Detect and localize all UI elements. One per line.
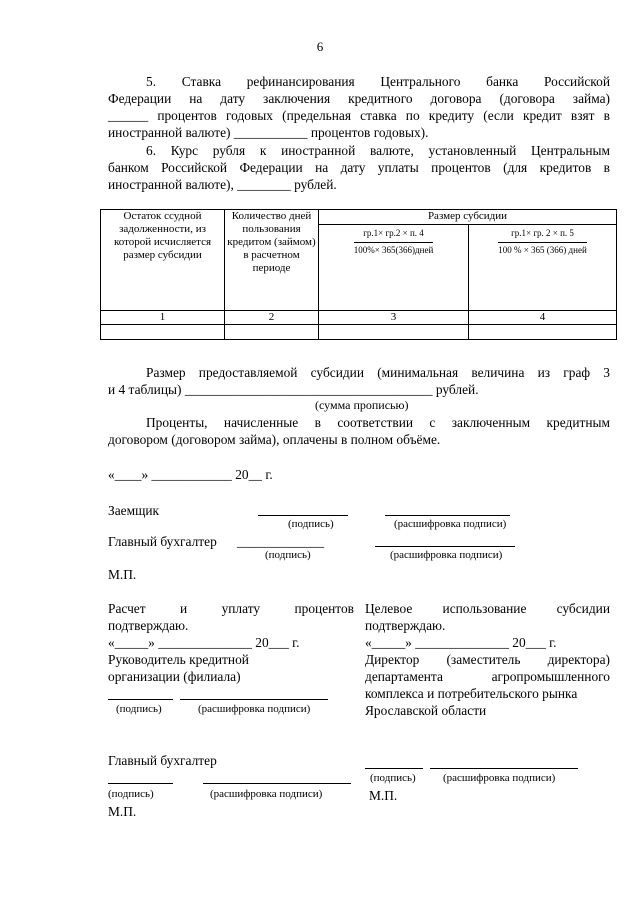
bank-word-4: процентов (294, 601, 354, 616)
page-number: 6 (316, 39, 324, 54)
department-signature-line (365, 768, 423, 769)
subsidy-amount-line-2: и 4 таблицы) _____________________________________ рублей. (108, 382, 479, 397)
subsidy-amount-line-1: Размер предоставляемой субсидии (минимальная величина из граф 3 (146, 365, 610, 380)
subsidy-amount (108, 364, 610, 398)
department-role-line-1 (365, 651, 610, 668)
bank-role-line-2: организации (филиала) (108, 669, 241, 684)
stamp-place-label: М.П. (108, 567, 137, 582)
dept-word-1: Целевое (365, 601, 413, 616)
department-date-line: «_____» ______________ 20___ г. (365, 635, 557, 650)
borrower-label: Заемщик (108, 503, 160, 518)
bank-confirmation-line-1 (108, 600, 354, 617)
clause-5-line-3: ______ процентов годовых (предельная ставка по кредиту (если кредит взят в (108, 108, 610, 123)
bank-signature-line (108, 699, 173, 700)
bank-decode-line (180, 699, 328, 700)
clause-5-line-2: Федерации на дату заключения кредитного договора (договора займа) (108, 91, 610, 106)
bank-confirmation (108, 600, 354, 685)
col-number-2: 2 (225, 311, 319, 325)
borrower-signature-line (258, 515, 348, 516)
interest-statement (108, 414, 610, 448)
col-number-3: 3 (319, 311, 469, 325)
header-subsidy-size: Размер субсидии (319, 210, 617, 225)
table-data-row (101, 325, 617, 340)
dept-role-word-2: (заместитель (446, 652, 521, 667)
department-decode-caption: (расшифровка подписи) (443, 772, 556, 784)
col-number-1: 1 (101, 311, 225, 325)
data-cell-3 (319, 325, 469, 340)
clause-5-line-1: 5. Ставка рефинансирования Центрального банка Российской (146, 74, 610, 89)
formula-3-numerator: гр.1× гр.2 × п. 4 (354, 228, 434, 243)
data-cell-1 (101, 325, 225, 340)
formula-4-denominator: 100 % × 365 (366) дней (498, 245, 587, 255)
department-sign-caption: (подпись) (370, 772, 416, 784)
table-header-row (101, 210, 617, 225)
subsidy-table (100, 209, 617, 340)
department-confirmation-line-2: подтверждаю. (365, 618, 446, 633)
department-stamp-place-label: М.П. (369, 788, 398, 803)
department-role-line-2 (365, 668, 610, 685)
dept-role-word-3: директора) (547, 652, 610, 667)
dept-role-word-4: департамента (365, 669, 443, 684)
date-line: «____» ____________ 20__ г. (108, 467, 273, 482)
chief-accountant-signature-blank: _____________ (237, 534, 325, 549)
bank-chief-accountant-label: Главный бухгалтер (108, 753, 217, 768)
clause-6-line-3: иностранной валюте), ________ рублей. (108, 177, 337, 192)
col-number-4: 4 (469, 311, 617, 325)
bank-chief-accountant-sign-caption: (подпись) (108, 788, 154, 800)
bank-decode-caption: (расшифровка подписи) (198, 703, 311, 715)
bank-sign-caption: (подпись) (116, 703, 162, 715)
bank-word-3: уплату (221, 601, 261, 616)
formula-4 (498, 228, 587, 256)
bank-date-line: «_____» ______________ 20___ г. (108, 635, 300, 650)
dept-role-word-5: агропромышленного (491, 669, 610, 684)
dept-word-3: субсидии (556, 601, 610, 616)
clause-5-line-4: иностранной валюте) ___________ процентов годовых). (108, 125, 429, 140)
dept-role-word-1: Директор (365, 652, 420, 667)
clause-6 (108, 142, 610, 193)
clause-5 (108, 73, 610, 141)
data-cell-2 (225, 325, 319, 340)
bank-word-1: Расчет (108, 601, 146, 616)
bank-word-2: и (180, 601, 188, 616)
formula-col-3 (319, 225, 469, 311)
bank-confirmation-line-2: подтверждаю. (108, 618, 189, 633)
bank-role-line-1: Руководитель кредитной (108, 652, 249, 667)
bank-chief-accountant-decode-caption: (расшифровка подписи) (210, 788, 323, 800)
department-decode-line (430, 768, 578, 769)
formula-col-4 (469, 225, 617, 311)
borrower-decode-line (385, 515, 510, 516)
bank-stamp-place-label: М.П. (108, 804, 137, 819)
formula-3 (354, 228, 434, 256)
department-role-line-3: комплекса и потребительского рынка (365, 686, 578, 701)
chief-accountant-label: Главный бухгалтер (108, 534, 217, 549)
department-role-line-4: Ярославской области (365, 703, 487, 718)
bank-chief-accountant-signature-line (108, 783, 173, 784)
borrower-decode-caption: (расшифровка подписи) (394, 518, 507, 530)
chief-accountant-sign-caption: (подпись) (265, 549, 311, 561)
amount-in-words-caption: (сумма прописью) (315, 398, 409, 412)
dept-word-2: использование (442, 601, 527, 616)
formula-4-numerator: гр.1× гр. 2 × п. 5 (498, 228, 587, 243)
interest-line-2: договором (договором займа), оплачены в полном объёме. (108, 432, 441, 447)
borrower-sign-caption: (подпись) (288, 518, 334, 530)
department-confirmation-line-1 (365, 600, 610, 617)
bank-chief-accountant-decode-line (203, 783, 351, 784)
chief-accountant-decode-caption: (расшифровка подписи) (390, 549, 503, 561)
chief-accountant-decode-line (375, 546, 515, 547)
clause-6-line-1: 6. Курс рубля к иностранной валюте, установленный Центральным (146, 143, 610, 158)
header-balance: Остаток ссудной задолженности, из которой исчисляется размер субсидии (101, 210, 225, 311)
formula-3-denominator: 100%× 365(366)дней (353, 245, 434, 255)
header-days: Количество дней пользования кредитом (займом) в расчетном периоде (225, 210, 319, 311)
table-number-row (101, 311, 617, 325)
department-confirmation (365, 600, 610, 719)
data-cell-4 (469, 325, 617, 340)
clause-6-line-2: банком Российской Федерации на дату уплаты процентов (для кредитов в (108, 160, 610, 175)
interest-line-1: Проценты, начисленные в соответствии с заключенным кредитным (146, 415, 610, 430)
